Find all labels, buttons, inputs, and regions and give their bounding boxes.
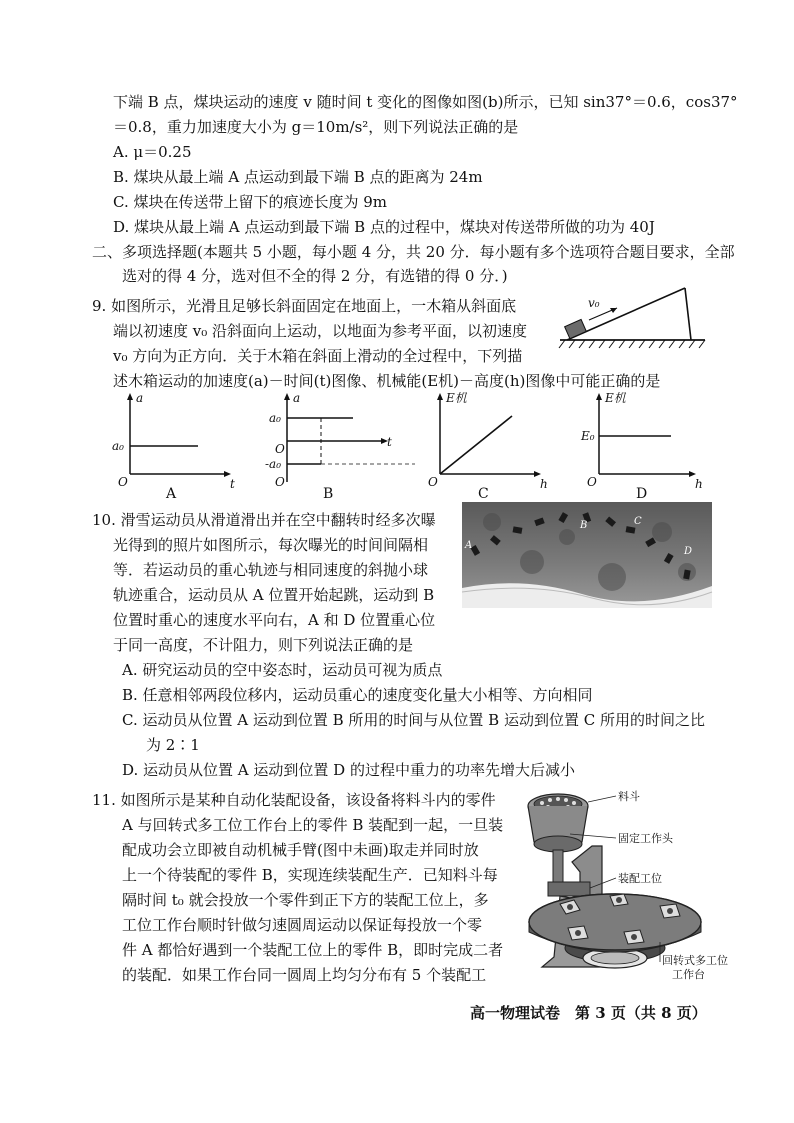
label-hopper: 料斗 [618,790,640,803]
label-table-2: 工作台 [672,968,705,981]
page-footer: 高一物理试卷 第 3 页（共 8 页） [470,1004,707,1022]
v0-label: v₀ [588,296,600,310]
graph-a-a0: a₀ [112,439,124,453]
q9-text: 述木箱运动的加速度(a)－时间(t)图像、机械能(E机)－高度(h)图像中可能正确的是 [113,372,661,390]
q10-text: 轨迹重合，运动员从 A 位置开始起跳，运动到 B [113,586,435,604]
option-d: D. 煤块从最上端 A 点运动到最下端 B 点的过程中，煤块对传送带所做的功为 40J [113,218,655,236]
option-b: B. 煤块从最上端 A 点运动到最下端 B 点的距离为 24m [113,168,483,186]
q9-text: 端以初速度 v₀ 沿斜面向上运动，以地面为参考平面，以初速度 [113,322,528,340]
q10-option-a: A. 研究运动员的空中姿态时，运动员可视为质点 [122,661,443,679]
q11-text: 上一个待装配的零件 B，实现连续装配生产．已知料斗每 [122,866,498,884]
graph-b-neg-a0: -a₀ [265,457,282,471]
graph-c-xlabel: h [540,477,548,491]
graph-b-letter: B [323,486,334,502]
graph-c-origin: O [428,475,438,489]
q11-text: 11. 如图所示是某种自动化装配设备，该设备将料斗内的零件 [92,791,496,809]
incline-figure [555,282,715,352]
label-station: 装配工位 [618,872,662,885]
graph-d-origin: O [587,475,597,489]
q10-text: 10. 滑雪运动员从滑道滑出并在空中翻转时经多次曝 [92,511,436,529]
q10-text: 位置时重心的速度水平向右，A 和 D 位置重心位 [113,611,436,629]
graph-d-e0: E₀ [581,429,595,443]
graph-d-letter: D [636,486,648,502]
graph-c-ylabel: E机 [446,391,467,405]
graph-a [108,390,248,490]
q10-option-c: C. 运动员从位置 A 运动到位置 B 所用的时间与从位置 B 运动到位置 C 所用的时间之比 [122,711,705,729]
graph-a-letter: A [166,486,177,502]
intro-line: ＝0.8，重力加速度大小为 g＝10m/s²，则下列说法正确的是 [113,118,519,136]
q11-text: A 与回转式多工位工作台上的零件 B 装配到一起，一旦装 [122,816,504,834]
section-heading: 二、多项选择题(本题共 5 小题，每小题 4 分，共 20 分．每小题有多个选项符合题目要求，全部 [92,243,735,261]
q11-text: 件 A 都恰好遇到一个装配工位上的零件 B，即时完成二者 [122,941,504,959]
graph-b-xlabel: t [387,435,392,449]
option-c: C. 煤块在传送带上留下的痕迹长度为 9m [113,193,388,211]
label-table-1: 回转式多工位 [662,954,728,967]
q9-text: 9. 如图所示，光滑且足够长斜面固定在地面上，一木箱从斜面底 [92,297,517,315]
photo-label-d: D [684,546,693,557]
graph-d-ylabel: E机 [605,391,626,405]
q11-text: 配成功会立即被自动机械手臂(图中未画)取走并同时放 [122,841,479,859]
wooden-box [565,319,587,338]
q10-text: 等．若运动员的重心轨迹与相同速度的斜抛小球 [113,561,429,579]
label-fixed-head: 固定工作头 [618,832,673,845]
q10-text: 光得到的照片如图所示，每次曝光的时间间隔相 [113,536,429,554]
graph-a-origin: O [118,475,128,489]
q11-text: 的装配．如果工作台同一圆周上均匀分布有 5 个装配工 [122,966,487,984]
photo-label-b: B [580,520,588,531]
q10-option-b: B. 任意相邻两段位移内，运动员重心的速度变化量大小相等、方向相同 [122,686,593,704]
graph-b-a0: a₀ [269,411,281,425]
graph-a-ylabel: a [136,391,144,405]
graph-c-letter: C [478,486,489,502]
assembly-machine-figure [520,782,735,994]
graph-b-origin-low: O [275,475,285,489]
q11-text: 工位工作台顺时针做匀速圆周运动以保证每投放一个零 [122,916,483,934]
option-a: A. μ＝0.25 [113,143,192,161]
q10-text: 于同一高度，不计阻力，则下列说法正确的是 [113,636,414,654]
section-heading-cont: 选对的得 4 分，选对但不全的得 2 分，有选错的得 0 分．) [122,267,508,285]
photo-label-c: C [634,516,642,527]
graph-a-xlabel: t [230,477,235,491]
ski-jump-photo [462,502,712,608]
graph-c [420,390,560,490]
graph-d [575,390,715,490]
graph-b [265,390,405,490]
q10-option-c-cont: 为 2∶1 [146,736,200,754]
graph-b-ylabel: a [293,391,301,405]
photo-label-a: A [465,540,473,551]
q9-text: v₀ 方向为正方向．关于木箱在斜面上滑动的全过程中，下列描 [113,347,523,365]
graph-d-xlabel: h [695,477,703,491]
q10-option-d: D. 运动员从位置 A 运动到位置 D 的过程中重力的功率先增大后减小 [122,761,575,779]
q11-text: 隔时间 t₀ 就会投放一个零件到正下方的装配工位上，多 [122,891,489,909]
intro-line: 下端 B 点，煤块运动的速度 v 随时间 t 变化的图像如图(b)所示，已知 sin37°＝0.6，cos37° [113,93,738,111]
graph-b-origin: O [275,442,285,456]
